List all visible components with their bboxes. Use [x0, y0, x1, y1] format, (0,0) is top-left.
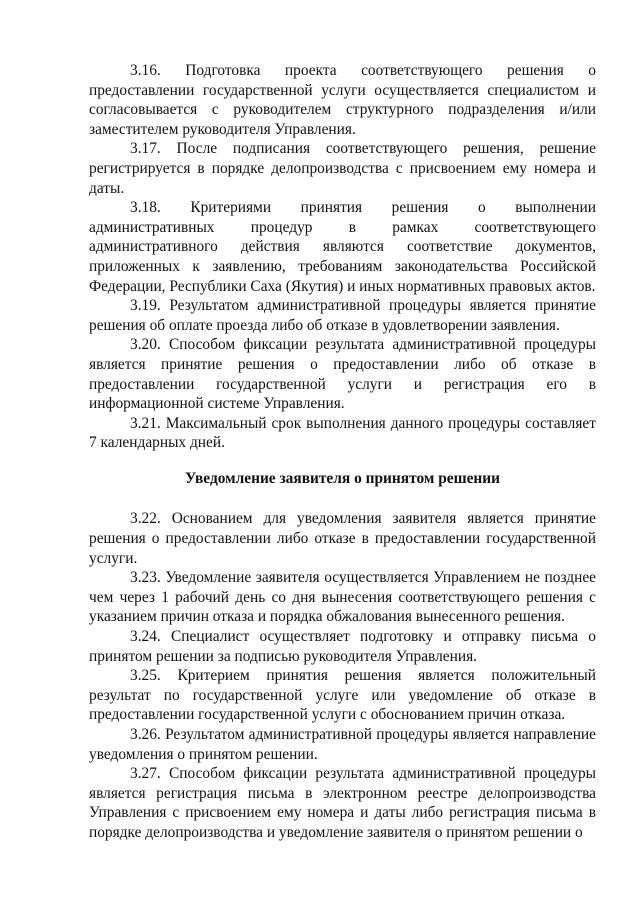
paragraph-3-17: 3.17. После подписания соответствующего решения, решение регистрируется в порядке делопроизводства с присвоением ему номера и даты.	[89, 140, 596, 197]
paragraph-3-21: 3.21. Максимальный срок выполнения данного процедуры составляет 7 календарных дней.	[89, 414, 596, 452]
document-body	[89, 61, 596, 843]
paragraph-3-24: 3.24. Специалист осуществляет подготовку и отправку письма о принятом решении за подписью руководителя Управления.	[89, 628, 596, 665]
paragraph-3-23: 3.23. Уведомление заявителя осуществляется Управлением не позднее чем через 1 рабочий день со дня вынесения соответствующего решения с указанием причин отказа и порядка обжалования вынесенного решения.	[89, 569, 596, 626]
paragraph-3-22: 3.22. Основанием для уведомления заявителя является принятие решения о предоставлении либо отказе в предоставлении государственной услуги.	[89, 510, 596, 567]
paragraph-3-20: 3.20. Способом фиксации результата административной процедуры является принятие решения о предоставлении либо об отказе в предоставлении государственной услуги и регистрация его в информационной системе Управления.	[89, 336, 596, 413]
paragraph-3-27: 3.27. Способом фиксации результата административной процедуры является регистрация письма в электронном реестре делопроизводства Управления с присвоением ему номера и даты либо регистрация письма в порядке делопроизводства и уведомление заявителя о принятом решении о	[89, 765, 596, 841]
paragraph-3-25: 3.25. Критерием принятия решения является положительный результат по государственной услуге или уведомление об отказе в предоставлении государственной услуги с обоснованием причин отказа.	[89, 667, 596, 724]
paragraph-3-26: 3.26. Результатом административной процедуры является направление уведомления о принятом решении.	[89, 726, 596, 763]
paragraph-3-16: 3.16. Подготовка проекта соответствующего решения о предоставлении государственной услуги осуществляется специалистом и согласовывается с руководителем структурного подразделения и/или заместителем руководителя Управления.	[89, 62, 596, 138]
section-heading: Уведомление заявителя о принятом решении	[184, 469, 501, 487]
paragraph-3-18: 3.18. Критериями принятия решения о выполнении административных процедур в рамках соответствующего административного действия являются соответствие документов, приложенных к заявлению, требованиям законодательства Российской Федерации, Республики Саха (Якутия) и иных нормативных правовых актов.	[89, 199, 596, 295]
paragraph-3-19: 3.19. Результатом административной процедуры является принятие решения об оплате проезда либо об отказе в удовлетворении заявления.	[89, 297, 596, 334]
